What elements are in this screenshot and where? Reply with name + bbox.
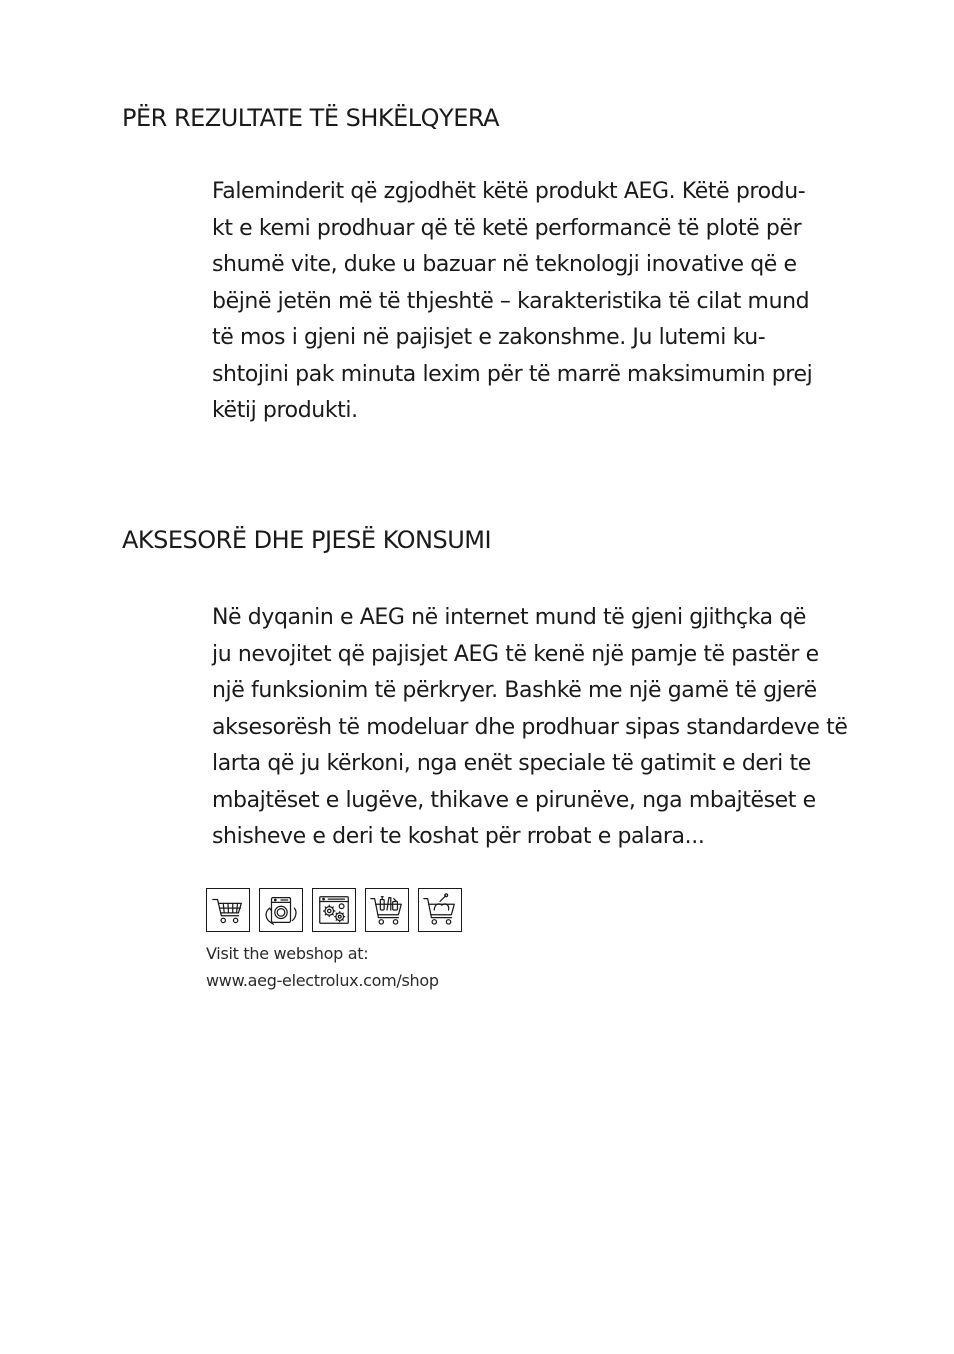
cart-with-cleaning-products-icon xyxy=(365,888,409,932)
paragraph-line: një funksionim të përkryer. Bashkë me një gamë të gjerë xyxy=(212,678,817,703)
paragraph-line: bëjnë jetën më të thjeshtë – karakteristika të cilat mund xyxy=(212,288,810,314)
webshop-url-link[interactable]: www.aeg-electrolux.com/shop xyxy=(206,971,439,990)
paragraph-line: shumë vite, duke u bazuar në teknologji inovative që e xyxy=(212,252,797,277)
shopping-cart-icon xyxy=(206,888,250,932)
paragraph-line: larta që ju kërkoni, nga enët speciale të gatimit e deri te xyxy=(212,751,811,776)
webshop-icon-row xyxy=(206,888,462,934)
section-heading-results: PËR REZULTATE TË SHKËLQYERA xyxy=(122,104,500,132)
washing-machine-icon xyxy=(259,888,303,932)
section-heading-accessories: AKSESORË DHE PJESË KONSUMI xyxy=(122,526,492,554)
paragraph-line: të mos i gjeni në pajisjet e zakonshme. Ju lutemi ku- xyxy=(212,325,766,350)
paragraph-line: Faleminderit që zgjodhët këtë produkt AEG. Këtë produ- xyxy=(212,179,806,204)
paragraph-line: mbajtëset e lugëve, thikave e pirunëve, nga mbajtëset e xyxy=(212,787,816,813)
webshop-visit-label: Visit the webshop at: xyxy=(206,944,369,963)
paragraph-line: shtojini pak minuta lexim për të marrë maksimumin prej xyxy=(212,361,813,387)
paragraph-line: Në dyqanin e AEG në internet mund të gjeni gjithçka që xyxy=(212,605,807,630)
paragraph-line: këtij produkti. xyxy=(212,398,358,423)
paragraph-line: aksesorësh të modeluar dhe prodhuar sipas standardeve të xyxy=(212,714,848,740)
intro-paragraph xyxy=(212,174,812,430)
paragraph-line: ju nevojitet që pajisjet AEG të kenë një pamje të pastër e xyxy=(212,641,819,667)
dishwasher-settings-icon xyxy=(312,888,356,932)
webshop-info xyxy=(206,940,439,994)
paragraph-line: kt e kemi prodhuar që të ketë performancë të plotë për xyxy=(212,215,802,241)
accessories-paragraph xyxy=(212,600,847,856)
cart-with-accessories-icon xyxy=(418,888,462,932)
paragraph-line: shisheve e deri te koshat për rrobat e palara... xyxy=(212,824,705,849)
